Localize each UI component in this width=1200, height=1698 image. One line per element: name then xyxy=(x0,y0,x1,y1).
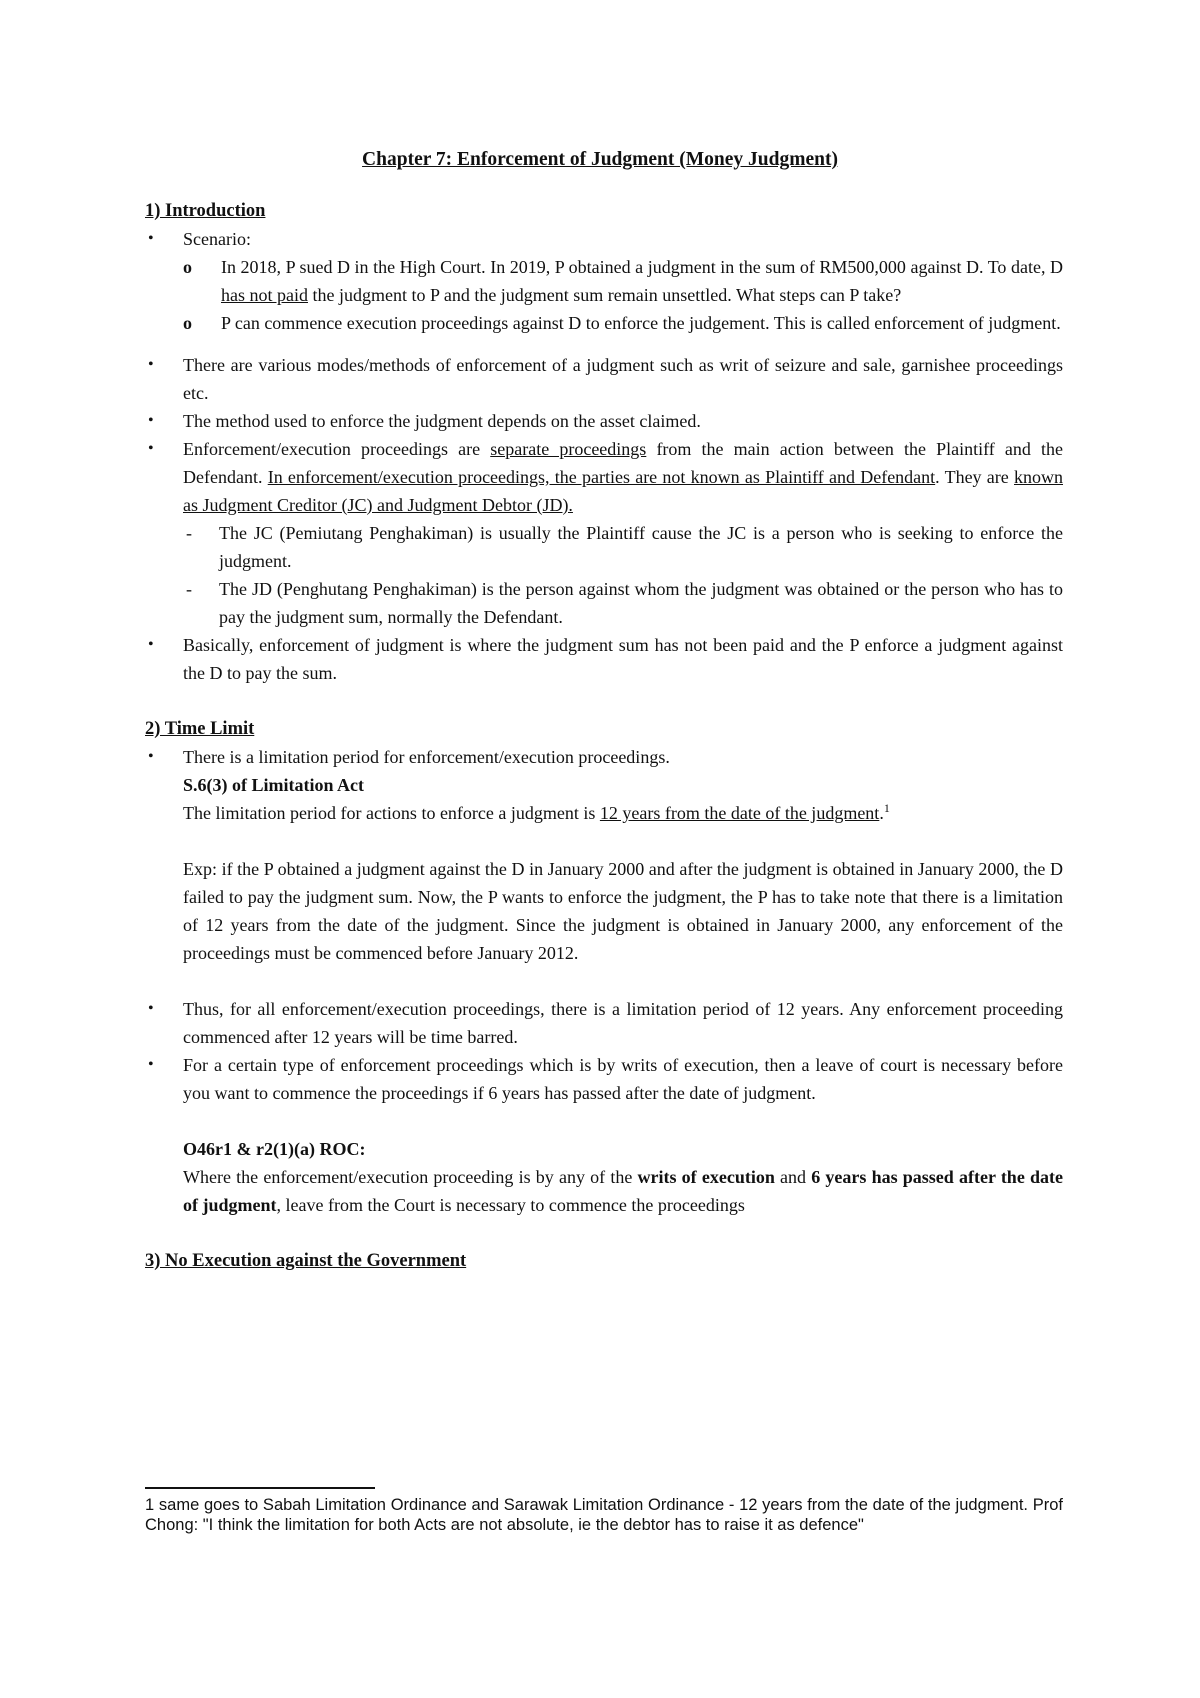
bold-text: 6 years has passed after the date of judgment xyxy=(183,1167,1063,1215)
bullet-text: There is a limitation period for enforcement/execution proceedings. xyxy=(183,747,670,767)
statute-reference: S.6(3) of Limitation Act xyxy=(183,775,364,795)
time-limit-bullets xyxy=(145,743,1063,967)
spacer xyxy=(145,337,1063,351)
bullet-text: Basically, enforcement of judgment is where the judgment sum has not been paid and the P enforce a judgment against the D to pay the sum. xyxy=(183,635,1063,683)
bullet-item xyxy=(145,995,1063,1051)
rule-text: . xyxy=(879,803,884,823)
bullet-item xyxy=(145,743,1063,967)
time-limit-bullets-2 xyxy=(145,995,1063,1219)
circle-bullet-icon: o xyxy=(183,313,192,333)
bullet-dot-icon: • xyxy=(148,356,154,373)
underlined-text: known as Judgment Creditor (JC) and Judgment Debtor (JD). xyxy=(183,467,1063,515)
scenario-text: In 2018, P sued D in the High Court. In 2019, P obtained a judgment in the sum of RM500,000 against D. To date, D xyxy=(221,257,1063,277)
bullet-item xyxy=(145,351,1063,407)
rule-text: Where the enforcement/execution proceeding is by any of the xyxy=(183,1167,638,1187)
scenario-label: Scenario: xyxy=(183,229,251,249)
bullet-text: For a certain type of enforcement proceedings which is by writs of execution, then a leave of court is necessary before you want to commence the proceedings if 6 years has passed after the date of judgment. xyxy=(183,1055,1063,1103)
bullet-text: . They are xyxy=(935,467,1014,487)
introduction-bullets-2 xyxy=(145,351,1063,687)
bullet-text: Thus, for all enforcement/execution proceedings, there is a limitation period of 12 years. Any enforcement proceeding commenced after 12 years will be time barred. xyxy=(183,999,1063,1047)
bullet-dot-icon: • xyxy=(148,748,154,765)
scenario-text: the judgment to P and the judgment sum remain unsettled. What steps can P take? xyxy=(308,285,902,305)
rule-text: and xyxy=(774,1167,812,1187)
bullet-dot-icon: • xyxy=(148,636,154,653)
dash-item xyxy=(183,519,1063,575)
circle-bullet-icon: o xyxy=(183,257,192,277)
page-title: Chapter 7: Enforcement of Judgment (Money Judgment) xyxy=(362,149,838,170)
document-body xyxy=(145,197,1063,1275)
underlined-text: 12 years from the date of the judgment xyxy=(599,803,880,823)
bullet-dot-icon: • xyxy=(148,230,154,247)
rule-text: , leave from the Court is necessary to commence the proceedings xyxy=(276,1195,745,1215)
spacer xyxy=(145,1219,1063,1247)
bullet-item xyxy=(145,435,1063,631)
limitation-rule xyxy=(183,799,1063,827)
spacer xyxy=(183,1107,1063,1135)
spacer xyxy=(145,687,1063,715)
bullet-text: from the main action between the Plaintiff and the Defendant. xyxy=(183,439,1063,487)
dash-text: The JD (Penghutang Penghakiman) is the person against whom the judgment was obtained or the person who has to pay the judgment sum, normally the Defendant. xyxy=(219,579,1063,627)
scenario-text: P can commence execution proceedings against D to enforce the judgement. This is called enforcement of judgment. xyxy=(221,313,1061,333)
sub-bullet-item xyxy=(183,253,1063,309)
roc-rule xyxy=(183,1163,1063,1219)
scenario-subbullets xyxy=(183,253,1063,337)
bullet-item xyxy=(145,407,1063,435)
underlined-text: separate proceedings xyxy=(490,439,647,459)
bullet-dot-icon: • xyxy=(148,1056,154,1073)
bullet-item xyxy=(145,1051,1063,1219)
sub-bullet-item xyxy=(183,309,1063,337)
underlined-text: In enforcement/execution proceedings, the parties are not known as Plaintiff and Defendant xyxy=(267,467,936,487)
bullet-dot-icon: • xyxy=(148,440,154,457)
dash-subbullets xyxy=(183,519,1063,631)
section-heading-no-execution: 3) No Execution against the Government xyxy=(145,1251,467,1271)
section-heading-introduction: 1) Introduction xyxy=(145,201,266,221)
introduction-bullets xyxy=(145,225,1063,337)
rule-text: The limitation period for actions to enforce a judgment is xyxy=(183,803,600,823)
footnote-reference[interactable]: 1 xyxy=(883,801,890,815)
spacer xyxy=(183,827,1063,855)
bullet-text: There are various modes/methods of enforcement of a judgment such as writ of seizure and sale, garnishee proceedings etc. xyxy=(183,355,1063,403)
example-paragraph: Exp: if the P obtained a judgment against the D in January 2000 and after the judgment is obtained in January 2000, the D failed to pay the judgment sum. Now, the P wants to enforce the judgment, the P has to take note that there is a limitation of 12 years from the date of the judgment. Since the judgment is obtained in January 2000, any enforcement of the proceedings must be commenced before January 2012. xyxy=(183,859,1063,963)
footnote: 1 same goes to Sabah Limitation Ordinance and Sarawak Limitation Ordinance - 12 years from the date of the judgment. Prof Chong: "I think the limitation for both Acts are not absolute, ie the debtor has to raise it as defence" xyxy=(145,1496,1063,1534)
dash-item xyxy=(183,575,1063,631)
bullet-item xyxy=(145,631,1063,687)
bullet-text: Enforcement/execution proceedings are xyxy=(183,439,491,459)
bullet-dot-icon: • xyxy=(148,412,154,429)
spacer xyxy=(145,967,1063,995)
footnote-separator xyxy=(145,1487,375,1489)
bullet-item xyxy=(145,225,1063,337)
rule-reference: O46r1 & r2(1)(a) ROC: xyxy=(183,1139,366,1159)
dash-bullet-icon: - xyxy=(186,523,192,543)
dash-bullet-icon: - xyxy=(186,579,192,599)
bullet-text: The method used to enforce the judgment depends on the asset claimed. xyxy=(183,411,701,431)
bold-text: writs of execution xyxy=(637,1167,775,1187)
dash-text: The JC (Pemiutang Penghakiman) is usually the Plaintiff cause the JC is a person who is seeking to enforce the judgment. xyxy=(219,523,1063,571)
section-heading-time-limit: 2) Time Limit xyxy=(145,719,255,739)
bullet-dot-icon: • xyxy=(148,1000,154,1017)
underlined-text: has not paid xyxy=(221,285,308,305)
